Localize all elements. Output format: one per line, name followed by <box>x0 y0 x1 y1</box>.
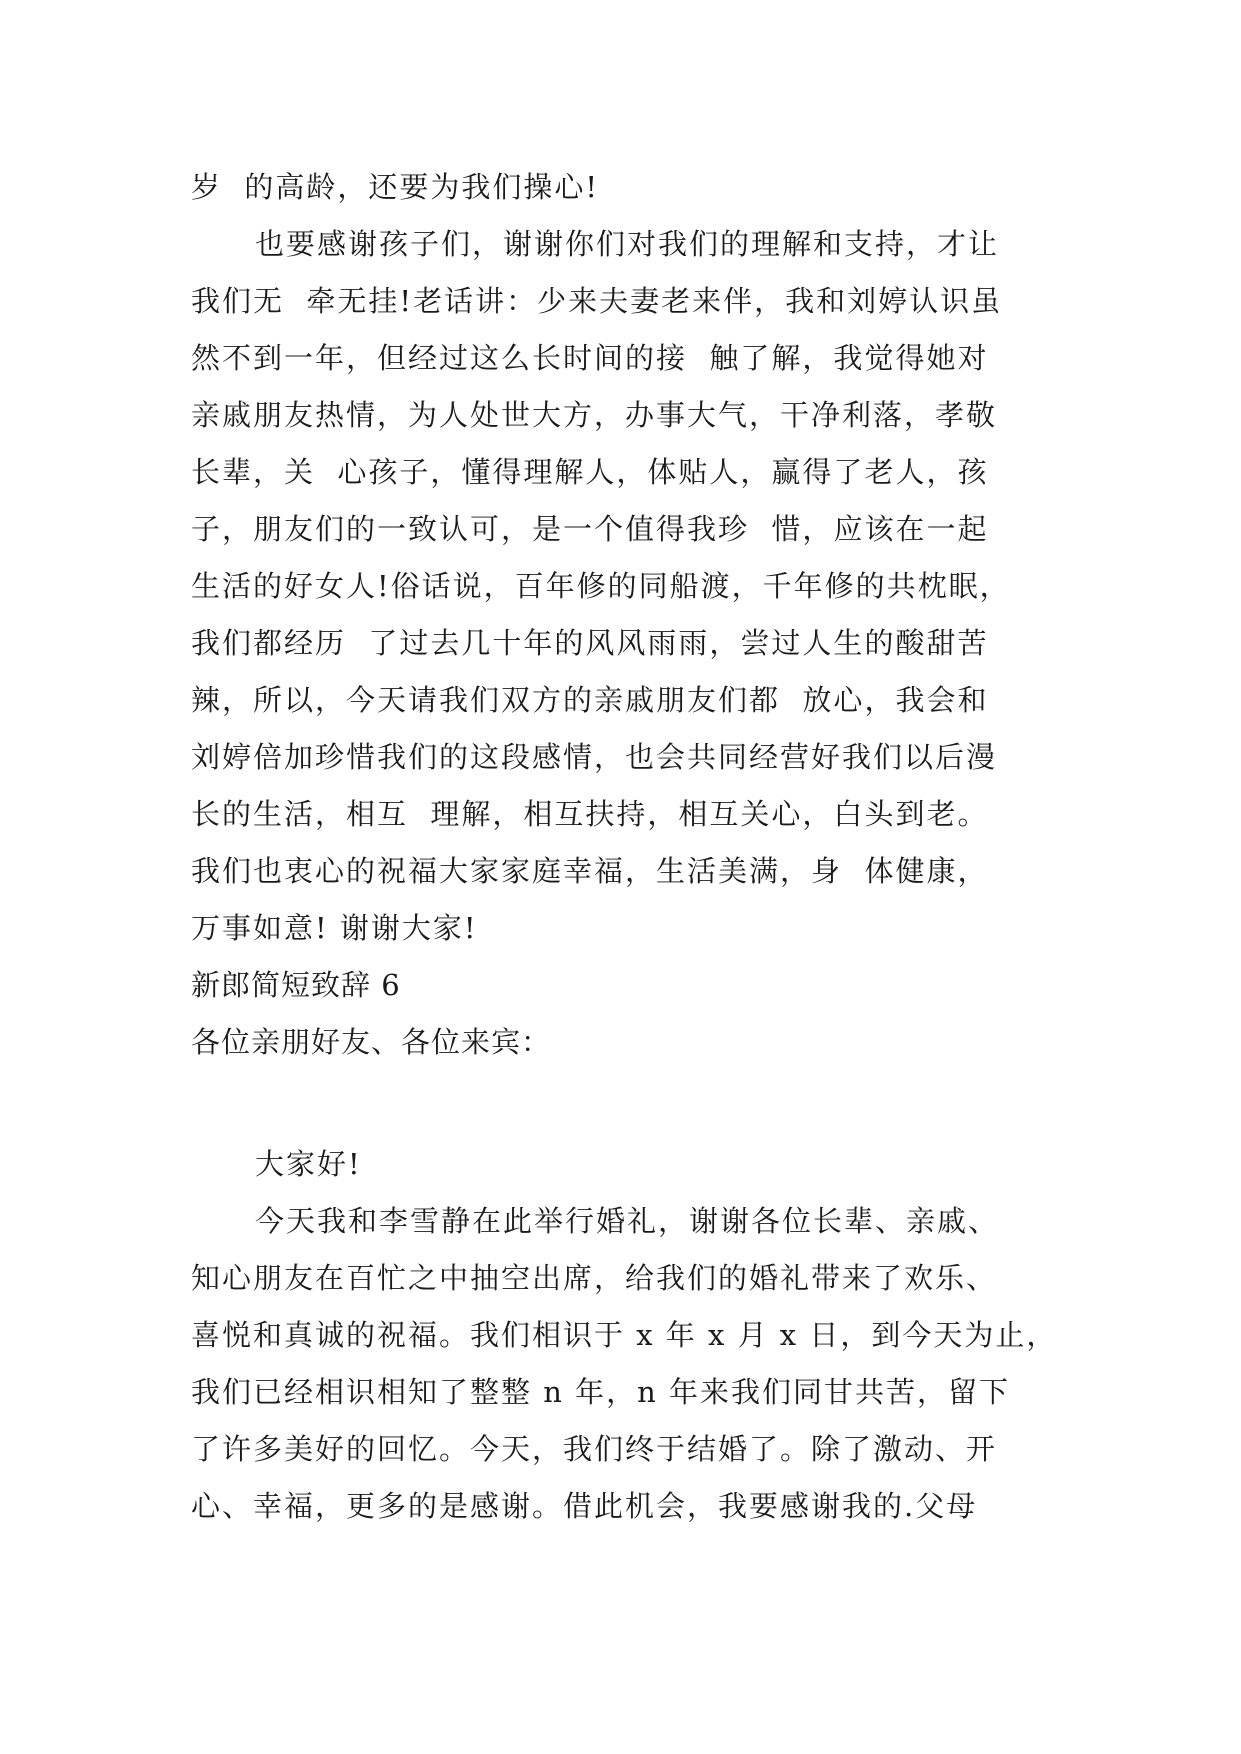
paragraph-line: 我们也衷心的祝福大家家庭幸福，生活美满，身 体健康， <box>191 854 989 888</box>
paragraph-line: 生活的好女人!俗话说，百年修的同船渡，千年修的共枕眠， <box>191 569 1011 603</box>
paragraph-line: 亲戚朋友热情，为人处世大方，办事大气，干净利落，孝敬 <box>191 398 998 432</box>
paragraph-line: 今天我和李雪静在此举行婚礼，谢谢各位长辈、亲戚、 <box>255 1204 1000 1238</box>
paragraph-line: 喜悦和真诚的祝福。我们相识于 x 年 x 月 x 日，到今天为止， <box>191 1318 1058 1352</box>
paragraph-line: 辣，所以，今天请我们双方的亲戚朋友们都 放心，我会和 <box>191 683 989 717</box>
paragraph-line: 知心朋友在百忙之中抽空出席，给我们的婚礼带来了欢乐、 <box>191 1261 998 1295</box>
paragraph-line: 我们都经历 了过去几十年的风风雨雨，尝过人生的酸甜苦 <box>191 626 989 660</box>
greeting: 大家好! <box>255 1147 362 1181</box>
paragraph-line: 也要感谢孩子们，谢谢你们对我们的理解和支持，才让 <box>255 227 1000 261</box>
salutation: 各位亲朋好友、各位来宾： <box>191 1025 552 1059</box>
paragraph-line: 然不到一年，但经过这么长时间的接 触了解，我觉得她对 <box>191 341 989 375</box>
paragraph-line: 我们已经相识相知了整整 n 年，n 年来我们同甘共苦，留下 <box>191 1375 1011 1409</box>
paragraph-line: 我们无 牵无挂!老话讲：少来夫妻老来伴，我和刘婷认识虽 <box>191 284 1003 318</box>
paragraph-line: 刘婷倍加珍惜我们的这段感情，也会共同经营好我们以后漫 <box>191 740 998 774</box>
paragraph-line: 子，朋友们的一致认可，是一个值得我珍 惜，应该在一起 <box>191 512 989 546</box>
section-title: 新郎简短致辞 6 <box>191 968 401 1002</box>
paragraph-line: 万事如意! 谢谢大家! <box>191 911 478 945</box>
paragraph-line: 心、幸福，更多的是感谢。借此机会，我要感谢我的.父母 <box>191 1489 978 1523</box>
paragraph-line: 岁 的高龄，还要为我们操心! <box>191 170 600 204</box>
paragraph-line: 了许多美好的回忆。今天，我们终于结婚了。除了激动、开 <box>191 1432 998 1466</box>
paragraph-line: 长辈，关 心孩子，懂得理解人，体贴人，赢得了老人，孩 <box>191 455 989 489</box>
paragraph-line: 长的生活，相互 理解，相互扶持，相互关心，白头到老。 <box>191 797 989 831</box>
